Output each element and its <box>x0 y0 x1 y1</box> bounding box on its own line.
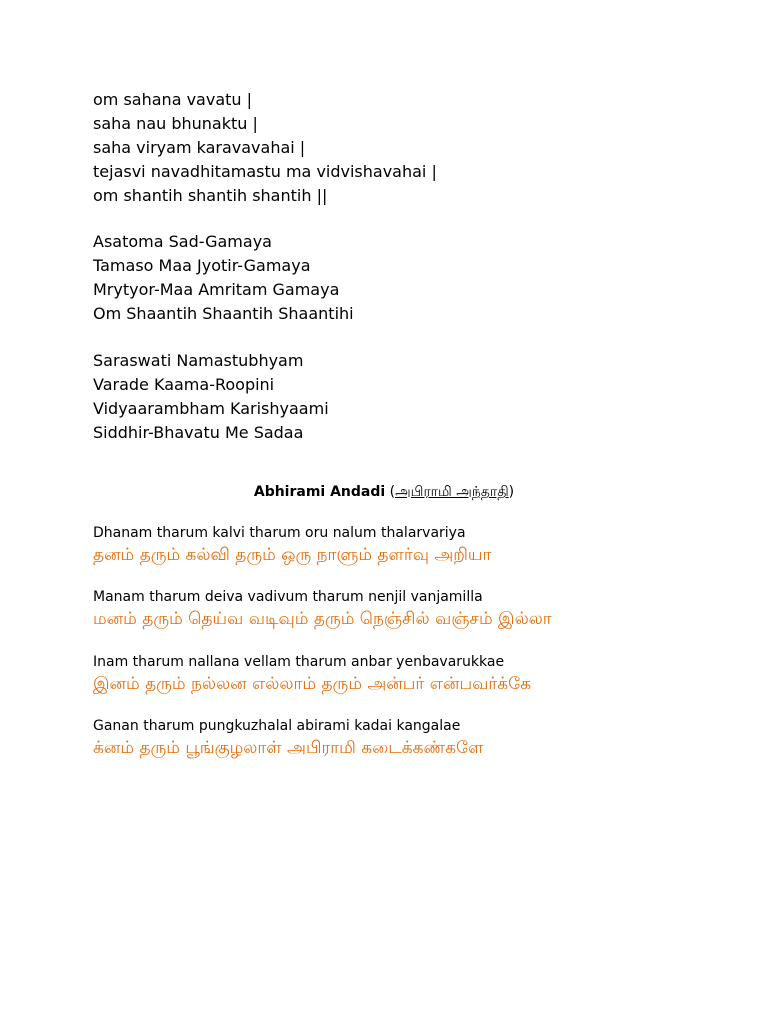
saraswati-stanza <box>93 349 693 445</box>
stanza-line: Om Shaantih Shaantih Shaantihi <box>93 304 354 323</box>
andadi-verse <box>93 717 733 761</box>
stanza-line: om sahana vavatu | <box>93 90 253 109</box>
stanza-line: Siddhir-Bhavatu Me Sadaa <box>93 423 304 442</box>
stanza-line: Varade Kaama-Roopini <box>93 375 275 394</box>
verse-transliteration: Inam tharum nallana vellam tharum anbar yenbavarukkae <box>93 654 505 670</box>
stanza-line: om shantih shantih shantih || <box>93 186 328 205</box>
verse-tamil: க்னம் தரும் பூங்குழலாள் அபிராமி கடைக்கண்களே <box>93 738 484 758</box>
stanza-line: saha nau bhunaktu | <box>93 114 258 133</box>
stanza-line: tejasvi navadhitamastu ma vidvishavahai | <box>93 162 437 181</box>
asatoma-stanza <box>93 230 693 326</box>
andadi-verse <box>93 524 733 568</box>
verse-tamil: இனம் தரும் நல்லன எல்லாம் தரும் அன்பர் என்பவர்க்கே <box>93 674 532 694</box>
shanti-mantra-stanza <box>93 88 693 208</box>
stanza-line: saha viryam karavavahai | <box>93 138 306 157</box>
stanza-line: Saraswati Namastubhyam <box>93 351 304 370</box>
stanza-line: Mrytyor-Maa Amritam Gamaya <box>93 280 340 299</box>
andadi-heading <box>0 482 768 502</box>
heading-open-paren: ( <box>385 484 396 500</box>
verse-tamil: தனம் தரும் கல்வி தரும் ஒரு நாளும் தளர்வு அறியா <box>93 545 492 565</box>
verse-transliteration: Ganan tharum pungkuzhalal abirami kadai kangalae <box>93 718 461 734</box>
stanza-line: Tamaso Maa Jyotir-Gamaya <box>93 256 311 275</box>
verse-transliteration: Manam tharum deiva vadivum tharum nenjil vanjamilla <box>93 589 483 605</box>
andadi-verse <box>93 653 733 697</box>
andadi-verse <box>93 588 733 632</box>
andadi-heading-english: Abhirami Andadi <box>253 484 386 500</box>
verse-transliteration: Dhanam tharum kalvi tharum oru nalum thalarvariya <box>93 525 466 541</box>
andadi-heading-tamil: அபிராமி அந்தாதி <box>395 484 509 500</box>
heading-close-paren: ) <box>508 484 515 500</box>
stanza-line: Vidyaarambham Karishyaami <box>93 399 329 418</box>
stanza-line: Asatoma Sad-Gamaya <box>93 232 272 251</box>
verse-tamil: மனம் தரும் தெய்வ வடிவும் தரும் நெஞ்சில் வஞ்சம் இல்லா <box>93 609 552 629</box>
